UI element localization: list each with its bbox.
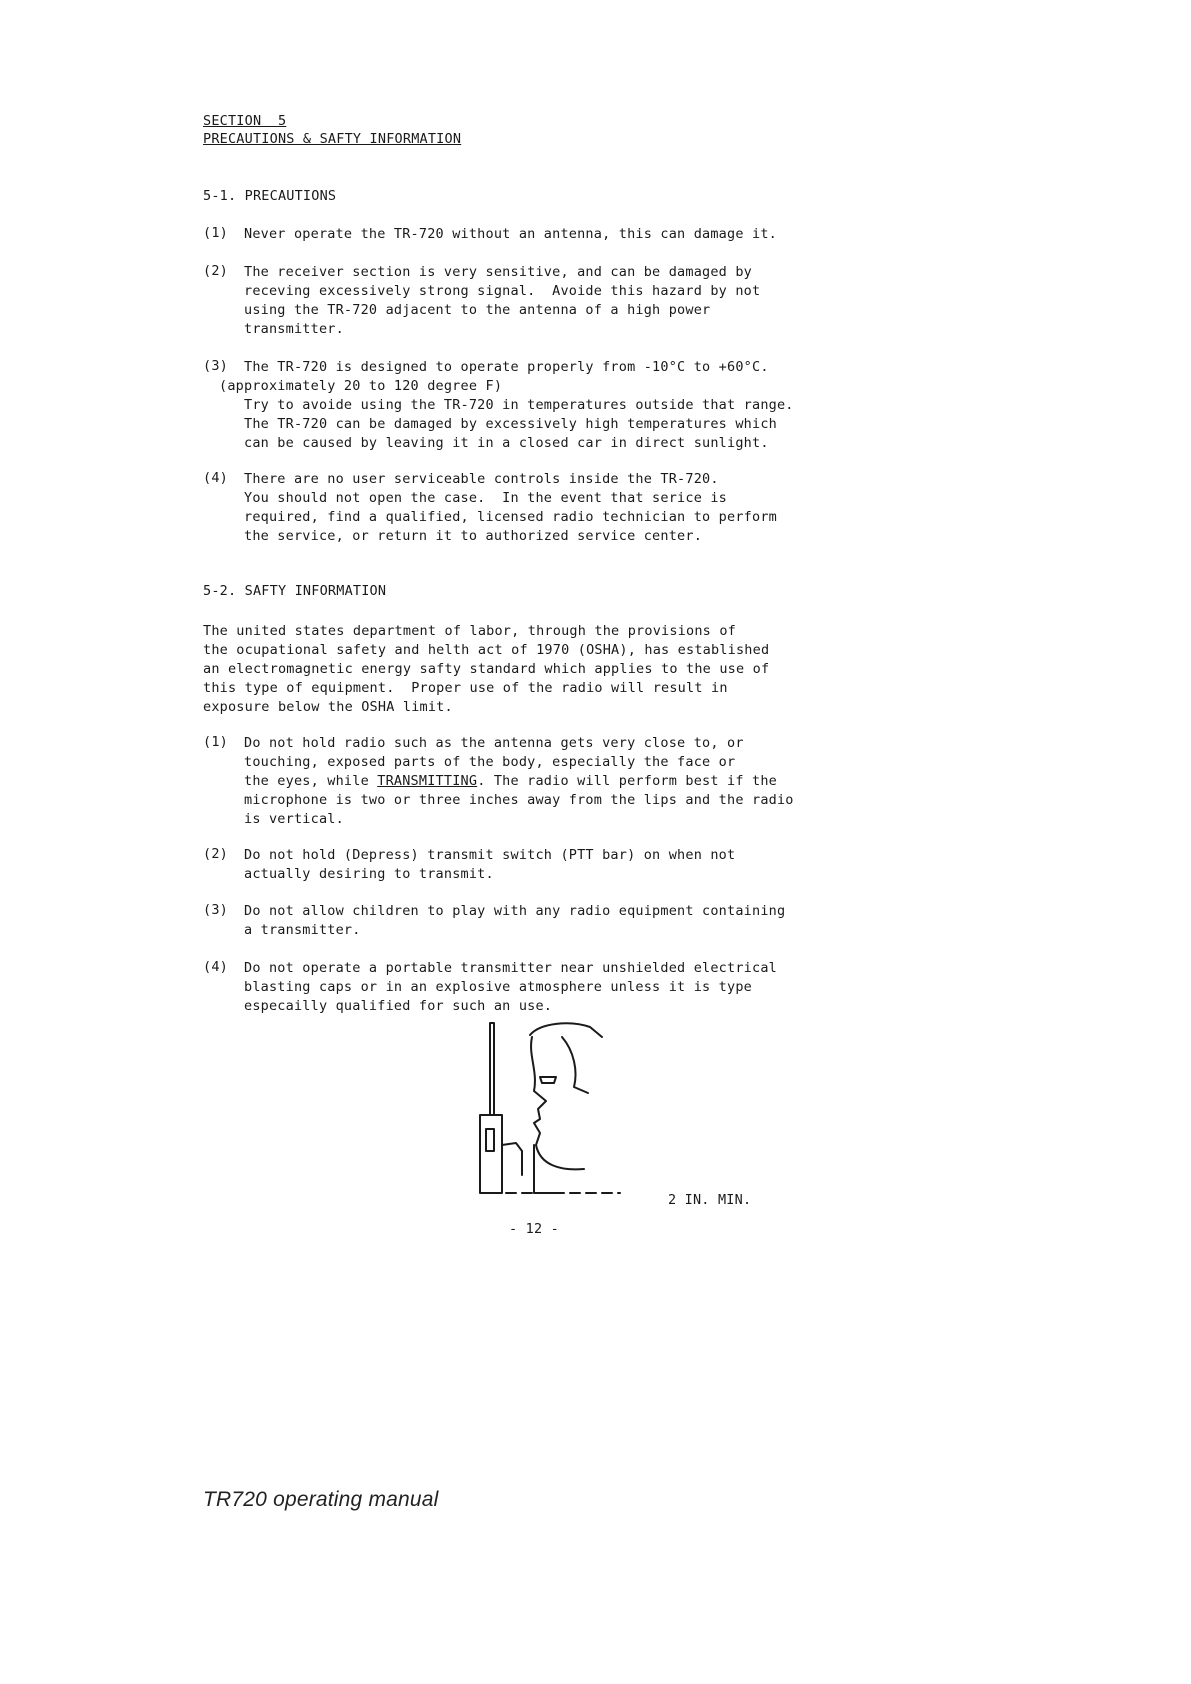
item-number: (4) bbox=[203, 470, 228, 486]
item-line: Do not hold radio such as the antenna gets very close to, or bbox=[244, 735, 744, 751]
item-line: (approximately 20 to 120 degree F) bbox=[219, 378, 503, 394]
item-number: (2) bbox=[203, 846, 228, 862]
item-line: Try to avoide using the TR-720 in temperatures outside that range. bbox=[244, 397, 794, 413]
precaution-item-1 bbox=[203, 225, 963, 244]
item-line: There are no user serviceable controls inside the TR-720. bbox=[244, 471, 719, 487]
item-line: Never operate the TR-720 without an antenna, this can damage it. bbox=[244, 226, 777, 242]
item-line: required, find a qualified, licensed radio technician to perform bbox=[244, 509, 777, 525]
item-number: (1) bbox=[203, 734, 228, 750]
item-line: microphone is two or three inches away from the lips and the radio bbox=[244, 792, 794, 808]
item-line: Do not hold (Depress) transmit switch (PTT bar) on when not bbox=[244, 847, 736, 863]
line-text: the eyes, while bbox=[244, 773, 378, 789]
precautions-heading: 5-1. PRECAUTIONS bbox=[203, 188, 337, 204]
item-number: (3) bbox=[203, 358, 228, 374]
item-line: a transmitter. bbox=[244, 922, 361, 938]
intro-line: an electromagnetic energy safty standard which applies to the use of bbox=[203, 661, 770, 677]
item-number: (4) bbox=[203, 959, 228, 975]
manual-footer: TR720 operating manual bbox=[203, 1488, 439, 1511]
intro-line: the ocupational safety and helth act of 1970 (OSHA), has established bbox=[203, 642, 770, 658]
item-number: (1) bbox=[203, 225, 228, 241]
item-line: is vertical. bbox=[244, 811, 344, 827]
item-line: touching, exposed parts of the body, especially the face or bbox=[244, 754, 736, 770]
safety-item-3 bbox=[203, 902, 963, 940]
safety-item-2 bbox=[203, 846, 963, 884]
item-line: The TR-720 is designed to operate properly from -10°C to +60°C. bbox=[244, 359, 769, 375]
item-line: Do not operate a portable transmitter near unshielded electrical bbox=[244, 960, 777, 976]
item-line: You should not open the case. In the event that serice is bbox=[244, 490, 728, 506]
section-title: PRECAUTIONS & SAFTY INFORMATION bbox=[203, 131, 462, 147]
antenna-drawing bbox=[490, 1023, 494, 1115]
item-line: blasting caps or in an explosive atmosphere unless it is type bbox=[244, 979, 752, 995]
precaution-item-2 bbox=[203, 263, 963, 339]
hand-drawing bbox=[502, 1143, 522, 1175]
face-profile-drawing bbox=[530, 1023, 602, 1037]
distance-label: 2 IN. MIN. bbox=[668, 1192, 752, 1208]
item-line: receving excessively strong signal. Avoide this hazard by not bbox=[244, 283, 761, 299]
radio-body-drawing bbox=[480, 1115, 502, 1193]
item-line: Do not allow children to play with any radio equipment containing bbox=[244, 903, 786, 919]
safety-item-1 bbox=[203, 734, 963, 829]
safety-heading: 5-2. SAFTY INFORMATION bbox=[203, 583, 387, 599]
item-number: (3) bbox=[203, 902, 228, 918]
item-line: The receiver section is very sensitive, and can be damaged by bbox=[244, 264, 752, 280]
intro-line: exposure below the OSHA limit. bbox=[203, 699, 453, 715]
item-line: especailly qualified for such an use. bbox=[244, 998, 553, 1014]
item-line: The TR-720 can be damaged by excessively high temperatures which bbox=[244, 416, 777, 432]
item-number: (2) bbox=[203, 263, 228, 279]
item-line: the service, or return it to authorized service center. bbox=[244, 528, 703, 544]
radio-distance-illustration bbox=[470, 1015, 670, 1215]
intro-line: this type of equipment. Proper use of the radio will result in bbox=[203, 680, 728, 696]
radio-ptt-drawing bbox=[486, 1129, 494, 1151]
safety-intro bbox=[203, 622, 963, 717]
line-text: . The radio will perform best if the bbox=[477, 773, 777, 789]
eye-drawing bbox=[540, 1077, 556, 1083]
page-number: - 12 - bbox=[509, 1221, 559, 1237]
transmitting-emphasis: TRANSMITTING bbox=[377, 773, 478, 789]
section-label: SECTION 5 bbox=[203, 113, 287, 129]
safety-item-4 bbox=[203, 959, 963, 1016]
item-line bbox=[244, 772, 963, 791]
precaution-item-4 bbox=[203, 470, 963, 546]
item-line: actually desiring to transmit. bbox=[244, 866, 494, 882]
intro-line: The united states department of labor, through the provisions of bbox=[203, 623, 736, 639]
item-line: transmitter. bbox=[244, 321, 344, 337]
item-line: can be caused by leaving it in a closed car in direct sunlight. bbox=[244, 435, 769, 451]
item-line: using the TR-720 adjacent to the antenna of a high power bbox=[244, 302, 711, 318]
precaution-item-3 bbox=[203, 358, 963, 453]
